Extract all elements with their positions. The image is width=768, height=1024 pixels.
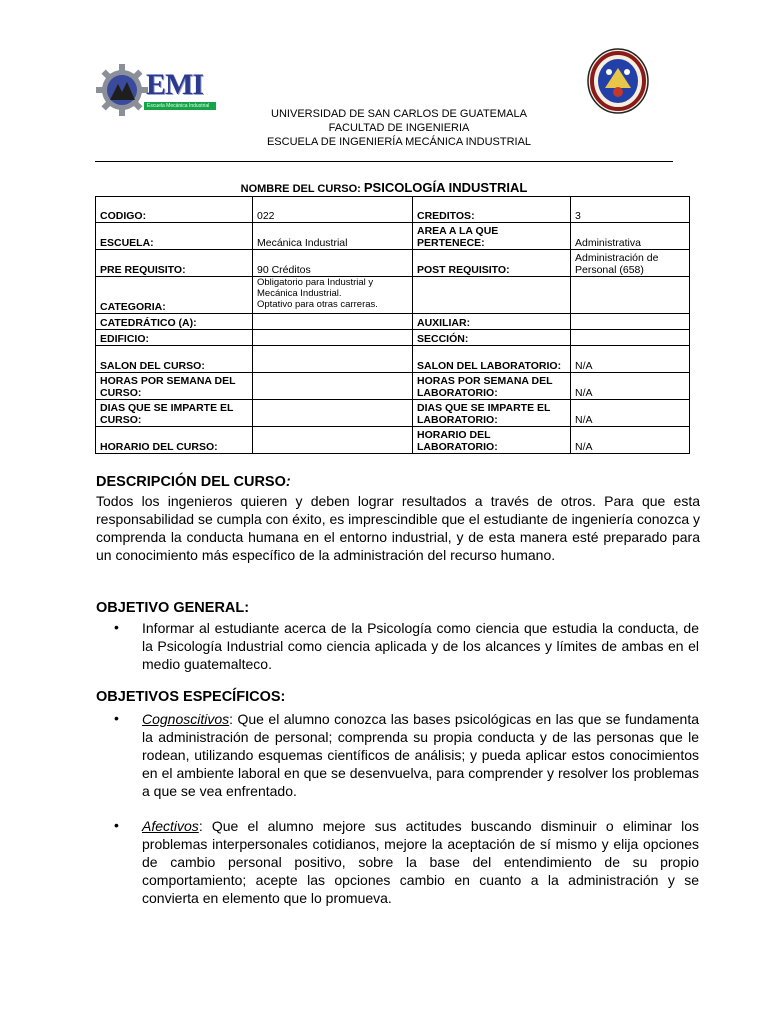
catedratico-value [253, 314, 413, 330]
seccion-value [571, 330, 690, 346]
emi-logo-text: EMI [146, 68, 203, 101]
horas-lab-label: HORAS POR SEMANA DEL LABORATORIO: [413, 373, 571, 400]
horario-lab-value: N/A [571, 427, 690, 454]
creditos-label: CREDITOS: [413, 197, 571, 223]
table-row [96, 400, 690, 427]
auxiliar-value [571, 314, 690, 330]
escuela-value: Mecánica Industrial [253, 223, 413, 250]
dias-curso-value [253, 400, 413, 427]
area-label: AREA A LA QUE PERTENECE: [413, 223, 571, 250]
emi-logo-strip: Escuela Mecánica Industrial [144, 102, 216, 110]
bullet-icon: • [114, 710, 119, 726]
horario-curso-label: HORARIO DEL CURSO: [96, 427, 253, 454]
table-row [96, 373, 690, 400]
objetivo-afectivo-text: : Que el alumno mejore sus actitudes buscando disminuir o eliminar los problemas interpersonales cotidianos, mejore la aceptación de sí mismo y elija opciones de cambio personal positivo, sobre la base del entendimiento de su propio comportamiento; acepte las opciones cambio en cuanto a la administración y se convierta en elemento que lo promueva. [142, 818, 699, 906]
institution-header [0, 107, 768, 149]
descripcion-heading-colon: : [285, 474, 291, 490]
descripcion-heading-text: DESCRIPCIÓN DEL CURSO [96, 474, 286, 490]
objetivo-cognoscitivo-term: Cognoscitivos [142, 711, 230, 727]
objetivo-cognoscitivo [142, 710, 699, 800]
salon-lab-label: SALON DEL LABORATORIO: [413, 346, 571, 373]
prerequisito-label: PRE REQUISITO: [96, 250, 253, 277]
seccion-label: SECCIÓN: [413, 330, 571, 346]
escuela-label: ESCUELA: [96, 223, 253, 250]
table-row [96, 250, 690, 277]
categoria-value-line-2: Optativo para otras carreras. [257, 299, 378, 310]
dias-lab-label: DIAS QUE SE IMPARTE EL LABORATORIO: [413, 400, 571, 427]
categoria-value-line-1: Obligatorio para Industrial y Mecánica Industrial. [257, 277, 374, 299]
descripcion-heading [96, 474, 291, 490]
horas-lab-value: N/A [571, 373, 690, 400]
horas-curso-label: HORAS POR SEMANA DEL CURSO: [96, 373, 253, 400]
empty-cell [413, 277, 571, 314]
codigo-label: CODIGO: [96, 197, 253, 223]
school-name: ESCUELA DE INGENIERÍA MECÁNICA INDUSTRIAL [266, 136, 532, 148]
bullet-icon: • [114, 619, 119, 635]
table-row [96, 314, 690, 330]
table-row [96, 223, 690, 250]
area-value: Administrativa [571, 223, 690, 250]
codigo-value: 022 [253, 197, 413, 223]
postrequisito-label: POST REQUISITO: [413, 250, 571, 277]
salon-curso-label: SALON DEL CURSO: [96, 346, 253, 373]
horario-curso-value [253, 427, 413, 454]
categoria-label: CATEGORIA: [96, 277, 253, 314]
objetivo-general-heading: OBJETIVO GENERAL: [96, 600, 250, 616]
course-title [0, 180, 768, 195]
objetivos-especificos-heading: OBJETIVOS ESPECÍFICOS: [96, 689, 286, 705]
university-name: UNIVERSIDAD DE SAN CARLOS DE GUATEMALA [271, 108, 527, 120]
postrequisito-value: Administración de Personal (658) [571, 250, 690, 277]
horario-lab-label: HORARIO DEL LABORATORIO: [413, 427, 571, 454]
course-info-table [95, 196, 690, 454]
edificio-value [253, 330, 413, 346]
table-row [96, 427, 690, 454]
horas-curso-value [253, 373, 413, 400]
objetivo-general-text: Informar al estudiante acerca de la Psicología como ciencia que estudia la conducta, de la Psicología Industrial como ciencia aplicada y de los alcances y límites de ambas en el medio guatemalteco. [142, 620, 699, 672]
header-divider [95, 161, 673, 162]
table-row [96, 346, 690, 373]
table-row [96, 277, 690, 314]
salon-lab-value: N/A [571, 346, 690, 373]
auxiliar-label: AUXILIAR: [413, 314, 571, 330]
edificio-label: EDIFICIO: [96, 330, 253, 346]
table-row [96, 197, 690, 223]
bullet-icon: • [114, 817, 119, 833]
objetivo-afectivo-term: Afectivos [142, 818, 199, 834]
table-row [96, 330, 690, 346]
creditos-value: 3 [571, 197, 690, 223]
empty-cell [571, 277, 690, 314]
objetivo-cognoscitivo-text: : Que el alumno conozca las bases psicológicas en las que se fundamenta la administración de personal; comprenda su propia conducta y de las personas que le rodean, utilizando esquemas científicos de análisis; y pueda aplicar estos conocimientos en el ambiente laboral en que se desenvuelva, para comprender y resolver los problemas a que se vea enfrentado. [142, 711, 699, 799]
descripcion-text: Todos los ingenieros quieren y deben lograr resultados a través de otros. Para que esta responsabilidad se cumpla con éxito, es imprescindible que el estudiante de ingeniería conozca y comprenda la conducta humana en el entorno industrial, y de esta manera esté preparado para un conocimiento más específico de la administración del recurso humano. [96, 493, 700, 563]
prerequisito-value: 90 Créditos [253, 250, 413, 277]
objetivo-afectivo [142, 817, 699, 907]
dias-curso-label: DIAS QUE SE IMPARTE EL CURSO: [96, 400, 253, 427]
faculty-name: FACULTAD DE INGENIERIA [328, 122, 470, 134]
catedratico-label: CATEDRÁTICO (A): [96, 314, 253, 330]
dias-lab-value: N/A [571, 400, 690, 427]
course-name: PSICOLOGÍA INDUSTRIAL [363, 180, 528, 195]
course-title-label: NOMBRE DEL CURSO: [240, 183, 361, 195]
categoria-value [253, 277, 413, 314]
salon-curso-value [253, 346, 413, 373]
university-seal-icon [587, 48, 649, 114]
